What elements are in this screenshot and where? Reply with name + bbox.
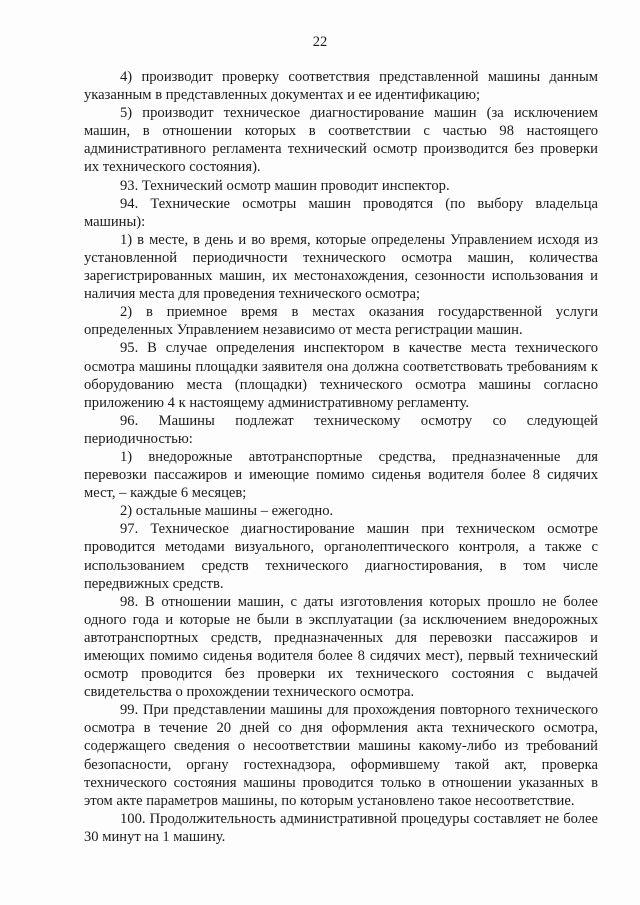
paragraph-item-5: 5) производит техническое диагностирование машин (за исключением машин, в отношении которых в соответствии с частью 98 настоящего административного регламента технический осмотр производится без проверки их технического состояния). xyxy=(84,105,598,176)
paragraph-100: 100. Продолжительность административной процедуры составляет не более 30 минут на 1 машину. xyxy=(84,810,598,845)
paragraph-99: 99. При представлении машины для прохождения повторного технического осмотра в течение 20 дней со дня оформления акта технического осмотра, содержащего сведения о несоответствии машины какому-либо из требований безопасности, органу гостехнадзора, оформившему такой акт, проверка технического состояния машины проводится только в отношении указанных в этом акте параметров машины, по которым установлено такое несоответствие. xyxy=(84,702,598,809)
paragraph-97: 97. Техническое диагностирование машин при техническом осмотре проводится методами визуального, органолептического контроля, а также с использованием средств технического диагностирования, в том числе передвижных средств. xyxy=(84,521,598,592)
paragraph-item-4: 4) производит проверку соответствия представленной машины данным указанным в представленных документах и ее идентификацию; xyxy=(84,69,598,104)
paragraph-94-item-1: 1) в месте, в день и во время, которые определены Управлением исходя из установленной периодичности технического осмотра машин, количества зарегистрированных машин, их местонахождения, сезонности использования и наличия места для проведения технического осмотра; xyxy=(84,231,598,303)
paragraph-94-item-2: 2) в приемное время в местах оказания государственной услуги определенных Управлением независимо от места регистрации машин. xyxy=(84,304,598,339)
paragraph-93: 93. Технический осмотр машин проводит инспектор. xyxy=(120,177,450,194)
paragraph-94: 94. Технические осмотры машин проводятся (по выбору владельца машины): xyxy=(84,195,598,230)
paragraph-96-item-2: 2) остальные машины – ежегодно. xyxy=(120,503,334,520)
paragraph-96-item-1: 1) внедорожные автотранспортные средства, предназначенные для перевозки пассажиров и имеющие помимо сиденья водителя более 8 сидячих мест, – каждые 6 месяцев; xyxy=(84,448,598,502)
document-body xyxy=(84,68,598,846)
paragraph-98: 98. В отношении машин, с даты изготовления которых прошло не более одного года и которые не были в эксплуатации (за исключением внедорожных автотранспортных средств, предназначенных для перевозки пассажиров и имеющих помимо сиденья водителя более 8 сидячих мест), первый технический осмотр проводится без проверки их технического состояния с выдачей свидетельства о прохождении технического осмотра. xyxy=(84,593,598,701)
page-number: 22 xyxy=(312,34,328,50)
paragraph-95: 95. В случае определения инспектором в качестве места технического осмотра машины площадки заявителя она должна соответствовать требованиям к оборудованию места (площадки) технического осмотра машины согласно приложению 4 к настоящему административному регламенту. xyxy=(84,340,598,411)
paragraph-96: 96. Машины подлежат техническому осмотру со следующей периодичностью: xyxy=(84,412,598,447)
